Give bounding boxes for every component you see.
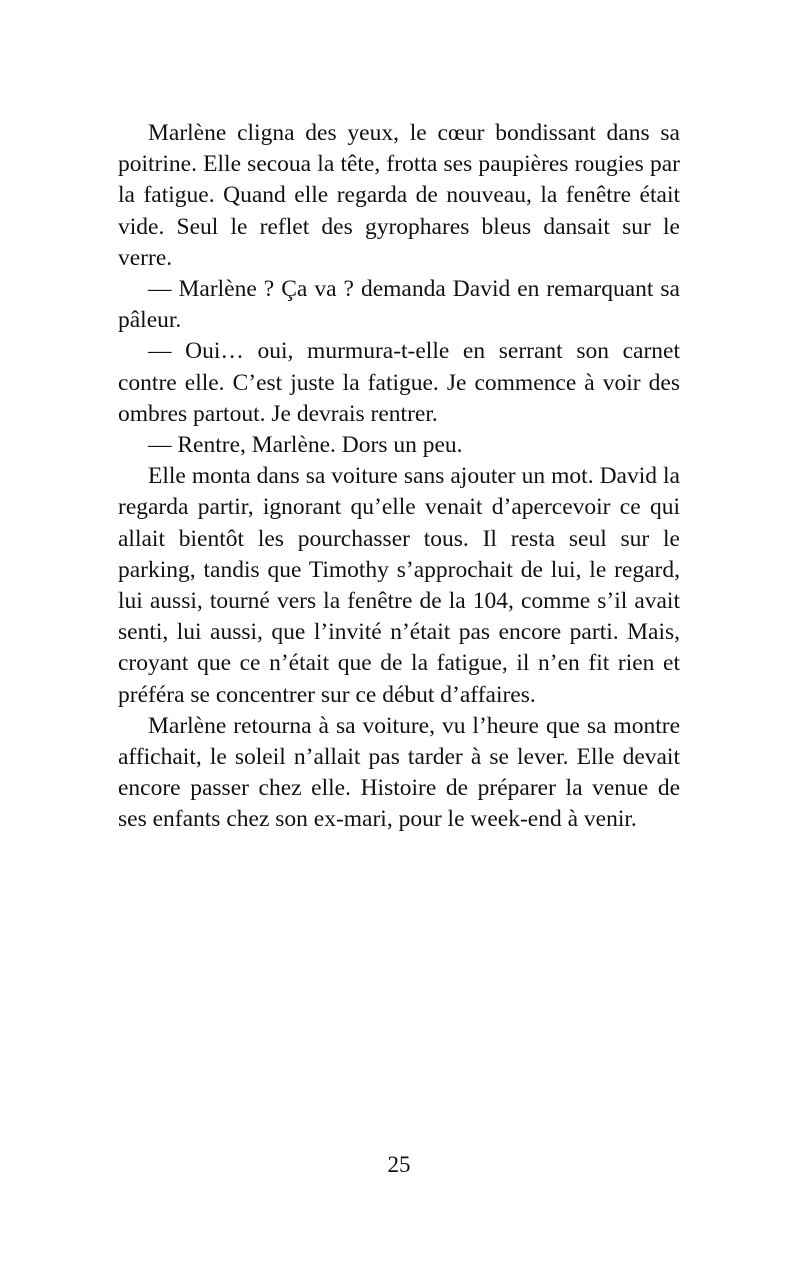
paragraph-3: — Oui… oui, murmura-t-elle en serrant son carnet contre elle. C’est juste la fatigue. Je commence à voir des ombres partout. Je devrais rentrer. (118, 338, 680, 427)
paragraph-1: Marlène cligna des yeux, le cœur bondissant dans sa poitrine. Elle secoua la tête, frotta ses paupières rougies par la fatigue. Quand elle regarda de nouveau, la fenêtre était vide. Seul le reflet des gyrophares bleus dansait sur le verre. (118, 120, 680, 271)
paragraph-5: Elle monta dans sa voiture sans ajouter un mot. David la regarda partir, ignorant qu’elle venait d’apercevoir ce qui allait bientôt les pourchasser tous. Il resta seul sur le parking, tandis que Timothy s’approchait de lui, le regard, lui aussi, tourné vers la fenêtre de la 104, comme s’il avait senti, lui aussi, que l’invité n’était pas encore parti. Mais, croyant que ce n’était que de la fatigue, il n’en fit rien et préféra se concentrer sur ce début d’affaires. (118, 463, 680, 708)
paragraph-4: — Rentre, Marlène. Dors un peu. (148, 432, 463, 459)
page-number: 25 (387, 1152, 411, 1177)
body-text (118, 118, 680, 836)
paragraph-6: Marlène retourna à sa voiture, vu l’heure que sa montre affichait, le soleil n’allait pas tarder à se lever. Elle devait encore passer chez elle. Histoire de préparer la venue de ses enfants chez son ex-mari, pour le week-end à venir. (118, 712, 680, 833)
paragraph-2: — Marlène ? Ça va ? demanda David en remarquant sa pâleur. (118, 276, 680, 334)
